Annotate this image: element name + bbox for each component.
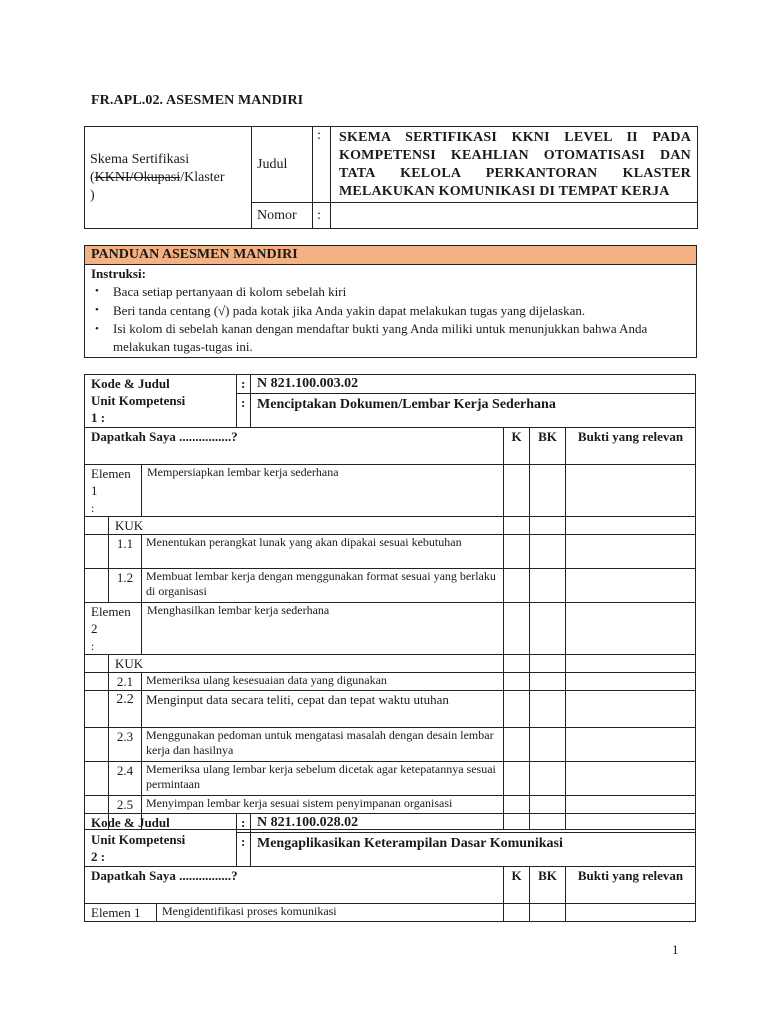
nomor-label: Nomor: [252, 203, 313, 229]
unit-1-table: Kode & Judul Unit Kompetensi 1 : : N 821.100.003.02 : Menciptakan Dokumen/Lembar Kerja Sederhana Dapatkah Saya ................? K BK Bukti yang relevan Elemen 1 : Mempersiapkan lembar kerja sederhana KUK 1.1 Menentukan perangkat lunak yang akan dipakai sesuai kebutuhan 1.2 Membuat lembar kerja dengan menggunakan format sesuai yang berlaku di organisasi Elemen 2 : Menghasilkan lembar kerja sederhana KUK 2.1 Memeriksa ulang kesesuaian data yang digunakan 2.2 Menginput data secara teliti, cepat dan tepat waktu utuhan 2.3 Menggunakan pedoman untuk mengatasi masalah dengan desain lembar kerja dan hasilnya 2.4 Memeriksa ulang lembar kerja sebelum dicetak agar ketepatannya sesuai permintaan 2.5 Menyimpan lembar kerja sesuai sistem penyimpanan organisasi: [84, 374, 696, 830]
checkbox-bk[interactable]: [530, 904, 566, 922]
elemen-1-text: Mempersiapkan lembar kerja sederhana: [142, 465, 504, 517]
panduan-table: [84, 245, 697, 358]
column-k: K: [504, 428, 530, 465]
checkbox-bk[interactable]: [530, 762, 566, 796]
panduan-body: [85, 265, 697, 358]
column-bukti: Bukti yang relevan: [566, 428, 696, 465]
kuk-text: Menginput data secara teliti, cepat dan tepat waktu utuhan: [142, 691, 504, 728]
kuk-text: Menyimpan lembar kerja sesuai sistem penyimpanan organisasi: [142, 796, 504, 830]
kuk-text: Menggunakan pedoman untuk mengatasi masalah dengan desain lembar kerja dan hasilnya: [142, 728, 504, 762]
checkbox-k[interactable]: [504, 673, 530, 691]
checkbox-bk[interactable]: [530, 569, 566, 603]
bukti-field[interactable]: [566, 603, 696, 655]
checkbox-k[interactable]: [504, 728, 530, 762]
kuk-number: 1.2: [109, 569, 142, 603]
checkbox-bk[interactable]: [530, 535, 566, 569]
column-bk: BK: [530, 867, 566, 904]
judul-label: Judul: [252, 127, 313, 203]
bukti-field[interactable]: [566, 728, 696, 762]
list-item: • Baca setiap pertanyaan di kolom sebelah kiri: [113, 282, 690, 301]
kuk-number: 2.5: [109, 796, 142, 830]
kuk-number: 2.1: [109, 673, 142, 691]
checkbox-k[interactable]: [504, 691, 530, 728]
nomor-colon: :: [313, 203, 331, 229]
elemen-1-label: Elemen 1: [85, 904, 157, 922]
checkbox-k[interactable]: [504, 603, 530, 655]
judul-colon: :: [313, 127, 331, 203]
bukti-field[interactable]: [566, 535, 696, 569]
elemen-2-label: Elemen 2 :: [85, 603, 142, 655]
kuk-number: 2.2: [109, 691, 142, 728]
checkbox-k[interactable]: [504, 535, 530, 569]
kuk-number: 1.1: [109, 535, 142, 569]
bukti-field[interactable]: [566, 904, 696, 922]
list-item: • Beri tanda centang (√) pada kotak jika Anda yakin dapat melakukan tugas yang dijelaskan.: [113, 301, 690, 320]
kuk-text: Memeriksa ulang lembar kerja sebelum dicetak agar ketepatannya sesuai permintaan: [142, 762, 504, 796]
bukti-field[interactable]: [566, 569, 696, 603]
skema-label: Skema Sertifikasi: [90, 151, 190, 167]
bukti-field[interactable]: [566, 762, 696, 796]
kuk-number: 2.3: [109, 728, 142, 762]
checkbox-bk[interactable]: [530, 691, 566, 728]
skema-label-cell: Skema Sertifikasi (KKNI/Okupasi/Klaster ): [85, 127, 252, 229]
unit-2-table: Kode & Judul Unit Kompetensi 2 : : N 821.100.028.02 : Mengaplikasikan Keterampilan Dasar Komunikasi Dapatkah Saya ................? K BK Bukti yang relevan Elemen 1 Mengidentifikasi proses komunikasi: [84, 813, 696, 922]
list-item: • Isi kolom di sebelah kanan dengan mendaftar bukti yang Anda miliki untuk menunjukkan bahwa Anda melakukan tugas-tugas ini.: [113, 320, 690, 356]
unit-1-kode: N 821.100.003.02: [251, 375, 696, 394]
checkbox-bk[interactable]: [530, 603, 566, 655]
bukti-field[interactable]: [566, 673, 696, 691]
kuk-text: Menentukan perangkat lunak yang akan dipakai sesuai kebutuhan: [142, 535, 504, 569]
kuk-text: Memeriksa ulang kesesuaian data yang digunakan: [142, 673, 504, 691]
kuk-label: KUK: [109, 655, 504, 673]
bukti-field[interactable]: [566, 691, 696, 728]
checkbox-bk[interactable]: [530, 465, 566, 517]
kuk-number: 2.4: [109, 762, 142, 796]
unit-2-dapatkah: Dapatkah Saya ................?: [85, 867, 504, 904]
unit-1-dapatkah: Dapatkah Saya ................?: [85, 428, 504, 465]
unit-1-judul: Menciptakan Dokumen/Lembar Kerja Sederhana: [251, 394, 696, 428]
checkbox-bk[interactable]: [530, 673, 566, 691]
column-k: K: [504, 867, 530, 904]
instruksi-label: Instruksi:: [91, 266, 146, 281]
elemen-2-text: Menghasilkan lembar kerja sederhana: [142, 603, 504, 655]
unit-1-kode-label: Kode & Judul Unit Kompetensi 1 :: [85, 375, 237, 428]
column-bk: BK: [530, 428, 566, 465]
kuk-text: Membuat lembar kerja dengan menggunakan format sesuai yang berlaku di organisasi: [142, 569, 504, 603]
unit-2-kode-label: Kode & Judul Unit Kompetensi 2 :: [85, 814, 237, 867]
bukti-field[interactable]: [566, 465, 696, 517]
checkbox-k[interactable]: [504, 465, 530, 517]
column-bukti: Bukti yang relevan: [566, 867, 696, 904]
page-number: 1: [672, 942, 679, 957]
elemen-1-text: Mengidentifikasi proses komunikasi: [157, 904, 504, 922]
checkbox-bk[interactable]: [530, 728, 566, 762]
document-title: FR.APL.02. ASESMEN MANDIRI: [91, 93, 304, 108]
nomor-value: [331, 203, 698, 229]
header-table: [84, 126, 698, 229]
checkbox-k[interactable]: [504, 569, 530, 603]
kuk-label: KUK: [109, 517, 504, 535]
unit-2-judul: Mengaplikasikan Keterampilan Dasar Komunikasi: [251, 833, 696, 867]
unit-2-kode: N 821.100.028.02: [251, 814, 696, 833]
elemen-1-label: Elemen 1 :: [85, 465, 142, 517]
skema-struck-text: KKNI/Okupasi: [94, 169, 181, 185]
checkbox-k[interactable]: [504, 904, 530, 922]
instruksi-list: [91, 282, 690, 356]
checkbox-k[interactable]: [504, 762, 530, 796]
judul-value: SKEMA SERTIFIKASI KKNI LEVEL II PADA KOMPETENSI KEAHLIAN OTOMATISASI DAN TATA KELOLA PERKANTORAN KLASTER MELAKUKAN KOMUNIKASI DI TEMPAT KERJA: [331, 127, 698, 203]
panduan-title: PANDUAN ASESMEN MANDIRI: [85, 246, 697, 265]
